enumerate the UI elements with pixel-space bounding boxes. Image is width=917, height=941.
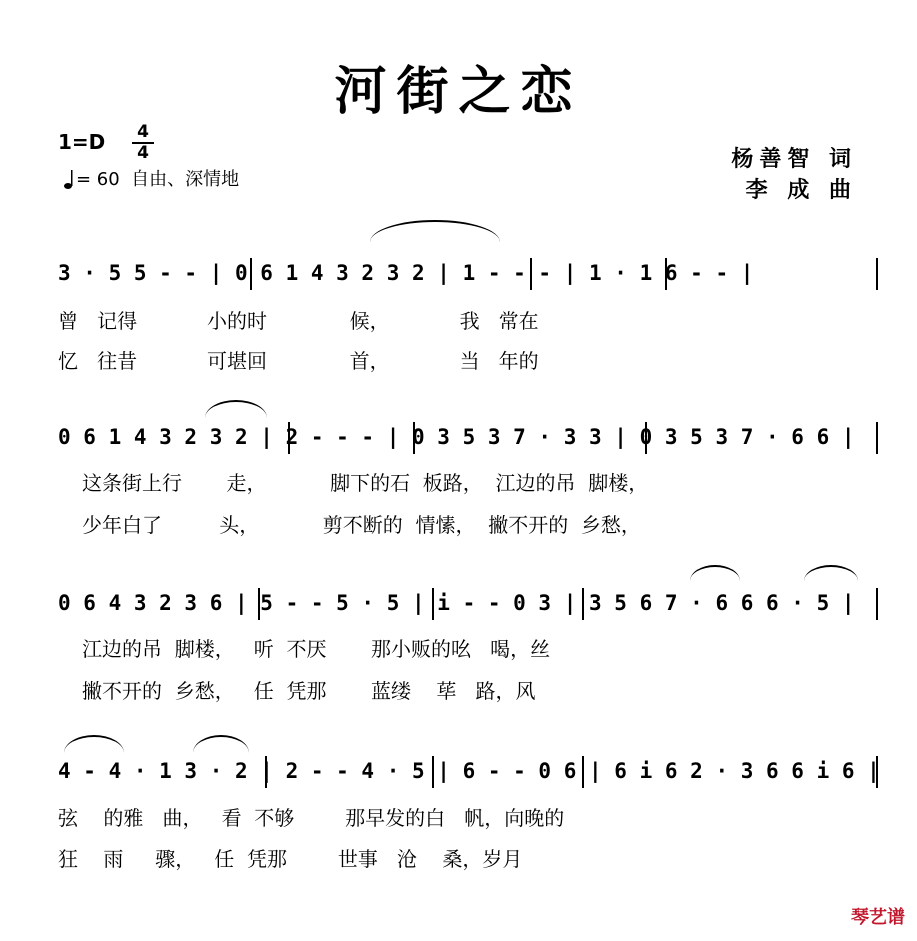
lyrics-verse-1-row-1: 曾 记得 小的时 候， 我 常在 (58, 309, 539, 333)
lyrics-verse-2-row-4: 狂 雨 骤， 任 凭那 世事 沧 桑，岁月 (58, 847, 523, 871)
lyrics-verse-1-row-4: 弦 的雅 曲， 看 不够 那早发的白 帆，向晚的 (58, 806, 565, 830)
time-signature-bottom: 4 (137, 143, 149, 163)
watermark-logo: 琴艺谱 (851, 907, 905, 928)
slur-mark (64, 735, 124, 753)
slur-mark (205, 400, 267, 418)
song-title: 河街之恋 (334, 62, 583, 122)
time-signature (132, 124, 154, 162)
lyrics-verse-1-row-2: 这条街上行 走， 脚下的石 板路， 江边的吊 脚楼， (82, 471, 649, 495)
key-signature: 1=D (58, 130, 106, 154)
slur-mark (370, 220, 500, 242)
lyrics-verse-2-row-1: 忆 往昔 可堪回 首， 当 年的 (58, 349, 539, 373)
notation-row-1: 3 · 5 5 - - | 0 6 1 4 3 2 3 2 | 1 - - - | 1 · 1 6 - - | (58, 261, 754, 285)
barline (876, 422, 878, 454)
notation-row-4: 4 - 4 · 1 3 · 2 | 2 - - 4 · 5 | 6 - - 0 6 | 6 i 6 2 · 3 6 6 i 6 | (58, 759, 880, 783)
slur-mark (804, 565, 858, 581)
lyricist-credit: 杨善智 词 (731, 147, 857, 172)
tempo-marking: = 60 自由、深情地 (76, 169, 240, 190)
lyrics-verse-2-row-2: 少年白了 头， 剪不断的 情愫， 撇不开的 乡愁， (82, 513, 641, 537)
barline (876, 588, 878, 620)
slur-mark (690, 565, 740, 581)
lyrics-verse-2-row-3: 撇不开的 乡愁， 任 凭那 蓝缕 荜 路，风 (82, 679, 536, 703)
composer-credit: 李 成 曲 (745, 178, 857, 203)
lyrics-verse-1-row-3: 江边的吊 脚楼， 听 不厌 那小贩的吆 喝，丝 (82, 637, 551, 661)
notation-row-3: 0 6 4 3 2 3 6 | 5 - - 5 · 5 | i - - 0 3 | 3 5 6 7 · 6 6 6 · 5 | (58, 591, 855, 615)
time-signature-top: 4 (137, 122, 149, 142)
notation-row-2: 0 6 1 4 3 2 3 2 | 2 - - - | 0 3 5 3 7 · 3 3 | 0 3 5 3 7 · 6 6 | (58, 425, 855, 449)
quarter-note-icon (64, 168, 74, 190)
barline (876, 258, 878, 290)
slur-mark (193, 735, 249, 753)
